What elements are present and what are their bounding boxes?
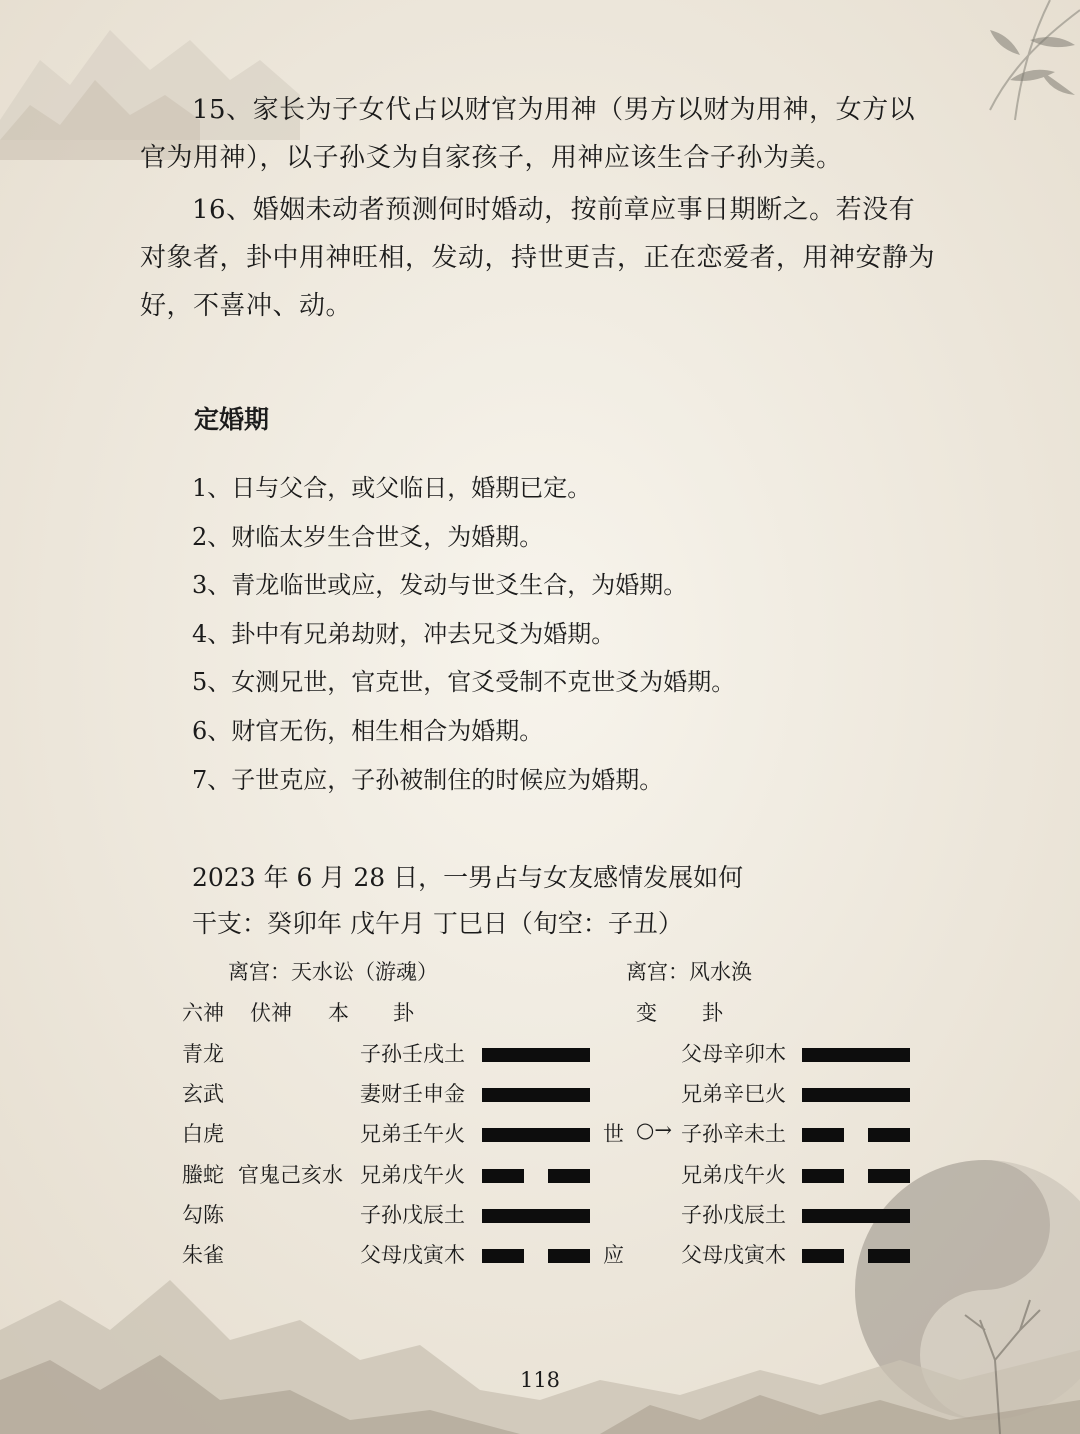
header-liushen: 六神 [182,1001,224,1025]
case-ganzhi: 干支：癸卯年 戊午月 丁巳日（旬空：子丑） [192,909,683,938]
row-fushen: 官鬼己亥水 [238,1162,343,1187]
row-shi-ying-mark: 世 [603,1122,624,1147]
row-changed-yao: 子孙戊辰土 [681,1202,786,1227]
line-segment [802,1209,910,1223]
row-liushen: 朱雀 [182,1243,224,1267]
row-original-yao: 父母戊寅木 [360,1243,465,1267]
original-yao-line [482,1209,592,1223]
row-original-yao: 子孙壬戌土 [360,1042,465,1066]
section-title: 定婚期 [194,405,270,434]
rule-item: 5、女测兄世，官克世，官爻受制不克世爻为婚期。 [192,668,736,697]
rule-item: 1、日与父合，或父临日，婚期已定。 [192,474,592,502]
header-gua-changed: 卦 [702,1001,723,1025]
page-number: 118 [519,1368,561,1392]
line-segment [548,1169,590,1183]
row-shi-ying-mark: 应 [603,1243,624,1267]
line-segment [868,1249,910,1263]
changed-yao-line [802,1088,912,1102]
line-segment [548,1249,590,1263]
line-segment [868,1128,910,1142]
rule-item: 2、财临太岁生合世爻，为婚期。 [192,522,544,551]
original-yao-line [482,1249,592,1263]
row-original-yao: 兄弟壬午火 [360,1122,465,1147]
row-changed-yao: 兄弟戊午火 [681,1162,786,1187]
row-original-yao: 妻财壬申金 [360,1082,465,1107]
header-bian: 变 [636,1001,657,1025]
paragraph-16: 16、婚姻未动者预测何时婚动，按前章应事日期断之。若没有对象者，卦中用神旺相，发动，持世更吉，正在恋爱者，用神安静为好，不喜冲、动。 [140,195,936,321]
original-yao-line [482,1048,592,1062]
original-hexagram-name: 离宫：天水讼（游魂） [228,960,438,984]
row-liushen: 螣蛇 [182,1162,224,1187]
line-segment [482,1128,590,1142]
line-segment [482,1088,590,1102]
case-title: 2023 年 6 月 28 日，一男占与女友感情发展如何 [192,863,744,892]
header-gua-original: 卦 [393,1001,414,1025]
row-changed-yao: 子孙辛未土 [681,1122,786,1147]
row-original-yao: 子孙戊辰土 [360,1202,465,1227]
row-liushen: 玄武 [182,1082,224,1107]
rule-list [192,468,735,808]
row-changed-yao: 父母辛卯木 [681,1042,786,1066]
original-yao-line [482,1128,592,1142]
changed-yao-line [802,1128,912,1142]
line-segment [802,1128,844,1142]
row-changed-yao: 父母戊寅木 [681,1243,786,1267]
line-segment [482,1048,590,1062]
rule-item: 6、财官无伤，相生相合为婚期。 [192,716,544,745]
changed-yao-line [802,1249,912,1263]
row-original-yao: 兄弟戊午火 [360,1162,465,1187]
line-segment [802,1249,844,1263]
row-liushen: 白虎 [182,1122,224,1147]
changed-yao-line [802,1209,912,1223]
header-fushen: 伏神 [250,1001,292,1025]
line-segment [802,1169,844,1183]
rule-item: 3、青龙临世或应，发动与世爻生合，为婚期。 [192,571,688,600]
paragraph-15: 15、家长为子女代占以财官为用神（男方以财为用神，女方以官为用神），以子孙爻为自家孩子，用神应该生合子孙为美。 [140,95,916,173]
row-changed-yao: 兄弟辛巳火 [681,1082,786,1107]
changed-yao-line [802,1169,912,1183]
rule-item: 4、卦中有兄弟劫财，冲去兄爻为婚期。 [192,619,616,648]
row-liushen: 青龙 [182,1042,224,1066]
line-segment [868,1169,910,1183]
original-yao-line [482,1088,592,1102]
changed-hexagram-name: 离宫：风水涣 [626,960,752,984]
line-segment [802,1088,910,1102]
line-segment [482,1249,524,1263]
header-ben: 本 [328,1001,349,1025]
row-liushen: 勾陈 [182,1202,224,1227]
rule-item: 7、子世克应，子孙被制住的时候应为婚期。 [192,765,664,794]
original-yao-line [482,1169,592,1183]
line-segment [802,1048,910,1062]
changed-yao-line [802,1048,912,1062]
line-segment [482,1169,524,1183]
row-moving-marker: ○→ [636,1118,672,1143]
line-segment [482,1209,590,1223]
